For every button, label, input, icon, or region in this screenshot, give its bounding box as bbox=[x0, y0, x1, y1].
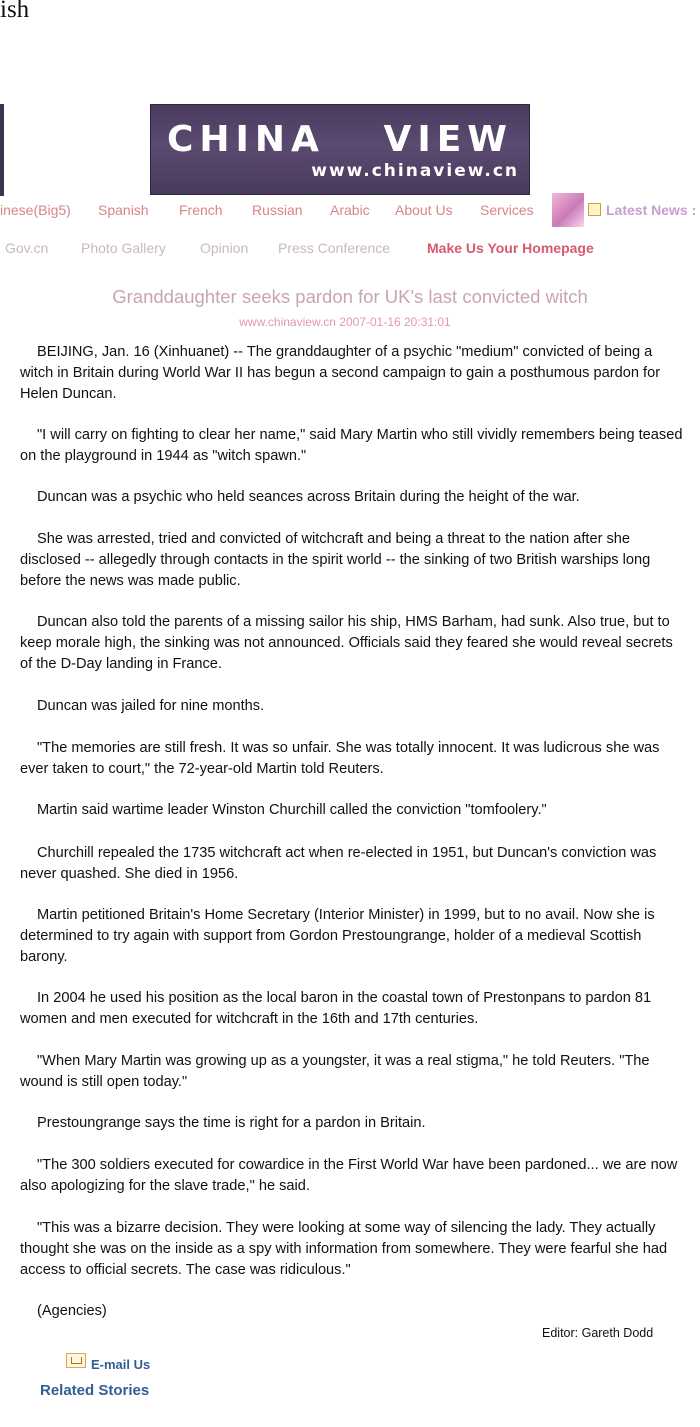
top-text-fragment: ish bbox=[0, 0, 30, 23]
article-headline: Granddaughter seeks pardon for UK's last convicted witch bbox=[112, 286, 588, 307]
logo-title: CHINA VIEW bbox=[166, 119, 514, 160]
related-stories-heading: Related Stories bbox=[40, 1382, 150, 1399]
nav-russian[interactable]: Russian bbox=[252, 202, 303, 218]
nav-services[interactable]: Services bbox=[480, 202, 534, 218]
article-dateline: www.chinaview.cn 2007-01-16 20:31:01 bbox=[239, 315, 451, 329]
article-paragraph: Martin petitioned Britain's Home Secretary (Interior Minister) in 1999, but to no avail. Now she is determined to try again with support from Gordon Prestoungrange, holder of a medieval Scottish barony. bbox=[20, 907, 655, 965]
nav-press-conference[interactable]: Press Conference bbox=[278, 240, 391, 256]
article-paragraph: BEIJING, Jan. 16 (Xinhuanet) -- The granddaughter of a psychic "medium" convicted of being a witch in Britain during World War II has begun a second campaign to gain a posthumous pardon for Helen Duncan. bbox=[20, 344, 661, 402]
nav-gov-cn[interactable]: Gov.cn bbox=[5, 240, 49, 256]
nav-chinese-big5[interactable]: inese(Big5) bbox=[0, 202, 71, 218]
make-homepage-link[interactable]: Make Us Your Homepage bbox=[427, 240, 594, 256]
article-paragraph: "The 300 soldiers executed for cowardice in the First World War have been pardoned... we are now also apologizing for the slave trade," he said. bbox=[20, 1157, 678, 1194]
article-paragraph: "I will carry on fighting to clear her name," said Mary Martin who still vividly remembers being teased on the playground in 1944 as "witch spawn." bbox=[20, 427, 683, 464]
article-paragraph: "When Mary Martin was growing up as a youngster, it was a real stigma," he told Reuters. "The wound is still open today." bbox=[20, 1053, 650, 1090]
nav-photo-gallery[interactable]: Photo Gallery bbox=[81, 240, 166, 256]
logo-url: www.chinaview.cn bbox=[311, 161, 519, 181]
article-paragraph: Martin said wartime leader Winston Churchill called the conviction "tomfoolery." bbox=[37, 802, 547, 818]
article-editor: Editor: Gareth Dodd bbox=[542, 1326, 654, 1340]
nav-about-us[interactable]: About Us bbox=[395, 202, 453, 218]
nav-french[interactable]: French bbox=[179, 202, 223, 218]
article-paragraph: Churchill repealed the 1735 witchcraft act when re-elected in 1951, but Duncan's conviction was never quashed. She died in 1956. bbox=[20, 845, 657, 882]
nav-latest-news[interactable]: Latest News : bbox=[606, 202, 697, 218]
article-paragraph: She was arrested, tried and convicted of witchcraft and being a threat to the nation after she disclosed -- allegedly through contacts in the spirit world -- the sinking of two British warships long before the news was made public. bbox=[20, 531, 651, 589]
article-paragraph: Prestoungrange says the time is right for a pardon in Britain. bbox=[37, 1115, 426, 1131]
left-edge-banner bbox=[0, 104, 4, 196]
article-paragraph: Duncan was a psychic who held seances across Britain during the height of the war. bbox=[37, 489, 580, 505]
article-paragraph: "This was a bizarre decision. They were looking at some way of silencing the lady. They actually thought she was on the inside as a spy with information from somewhere. They were fearful she had access to official secrets. The case was ridiculous." bbox=[20, 1220, 668, 1278]
article-paragraph: Duncan was jailed for nine months. bbox=[37, 698, 265, 714]
china-view-logo[interactable] bbox=[150, 104, 530, 195]
article-paragraph: In 2004 he used his position as the local baron in the coastal town of Prestonpans to pardon 81 women and men executed for witchcraft in the 16th and 17th centuries. bbox=[20, 990, 652, 1027]
nav-ornament-graphic bbox=[552, 193, 584, 227]
nav-opinion[interactable]: Opinion bbox=[200, 240, 249, 256]
email-icon[interactable] bbox=[66, 1353, 86, 1368]
article-paragraph: Duncan also told the parents of a missing sailor his ship, HMS Barham, had sunk. Also true, but to keep morale high, the sinking was not announced. Officials said they feared she would reveal secrets of the D-Day landing in France. bbox=[20, 614, 673, 672]
email-us-link[interactable]: E-mail Us bbox=[91, 1357, 151, 1372]
article-paragraph: "The memories are still fresh. It was so unfair. She was totally innocent. It was ludicrous she was ever taken to court," the 72-year-old Martin told Reuters. bbox=[20, 740, 660, 777]
latest-news-icon bbox=[588, 203, 601, 216]
article-source: (Agencies) bbox=[37, 1303, 107, 1319]
nav-spanish[interactable]: Spanish bbox=[98, 202, 149, 218]
nav-arabic[interactable]: Arabic bbox=[330, 202, 370, 218]
